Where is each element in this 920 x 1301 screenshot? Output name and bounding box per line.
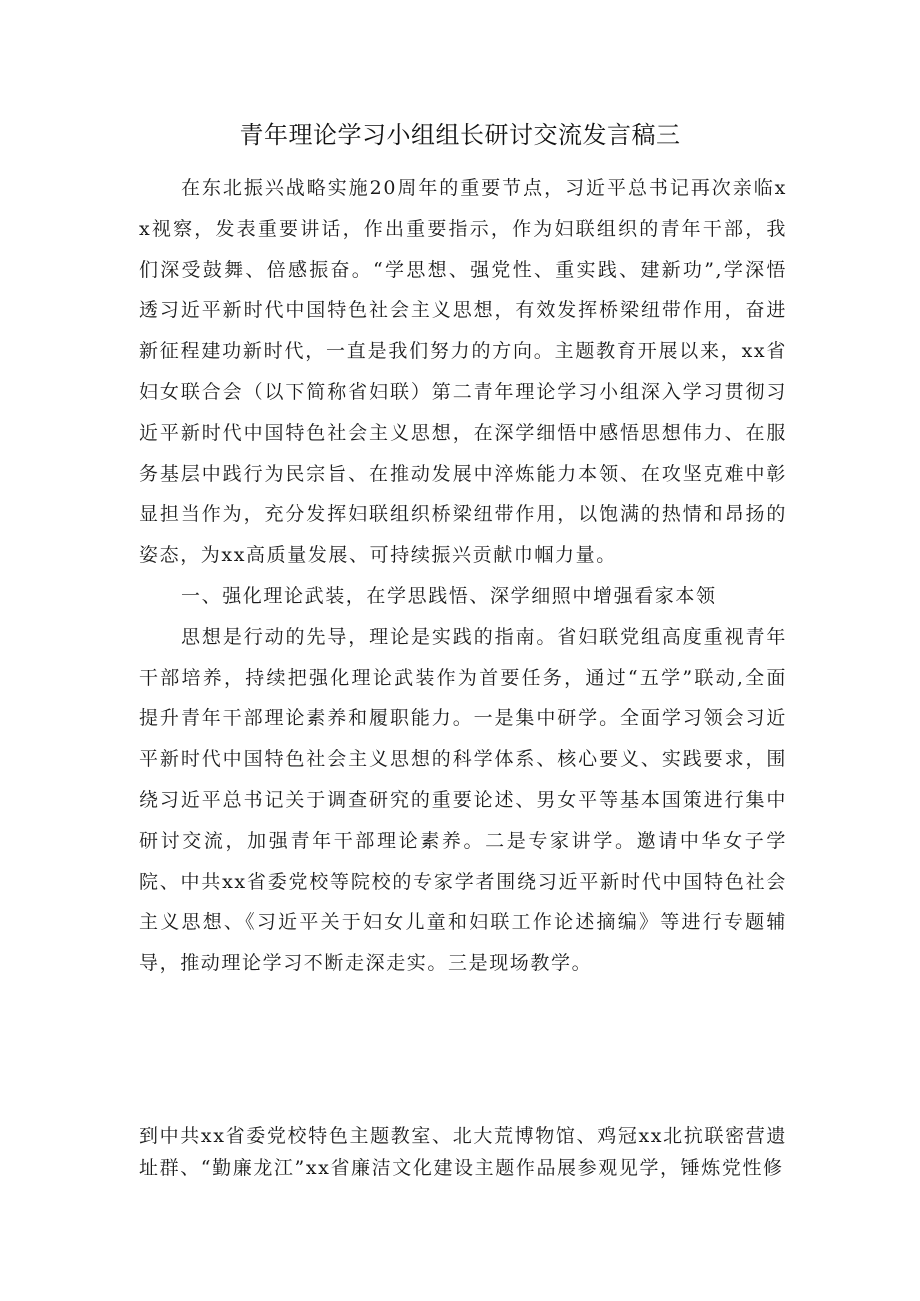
- document-body: [139, 168, 787, 984]
- paragraph-section-1: 思想是行动的先导，理论是实践的指南。省妇联党组高度重视青年干部培养，持续把强化理论武装作为首要任务，通过“五学”联动,全面提升青年干部理论素养和履职能力。一是集中研学。全面学习领会习近平新时代中国特色社会主义思想的科学体系、核心要义、实践要求，围绕习近平总书记关于调查研究的重要论述、男女平等基本国策进行集中研讨交流，加强青年干部理论素养。二是专家讲学。邀请中华女子学院、中共xx省委党校等院校的专家学者围绕习近平新时代中国特色社会主义思想、《习近平关于妇女儿童和妇联工作论述摘编》等进行专题辅导，推动理论学习不断走深走实。三是现场教学。: [139, 625, 787, 975]
- document-title: 青年理论学习小组组长研讨交流发言稿三: [239, 121, 681, 149]
- paragraph-continuation: 到中共xx省委党校特色主题教室、北大荒博物馆、鸡冠xx北抗联密营遗址群、“勤廉龙江”xx省廉洁文化建设主题作品展参观见学，锤炼党性修: [139, 1125, 787, 1179]
- section-heading-1: 一、强化理论武装，在学思践悟、深学细照中增强看家本领: [181, 584, 717, 607]
- paragraph-intro: 在东北振兴战略实施20周年的重要节点，习近平总书记再次亲临xx视察，发表重要讲话，作出重要指示，作为妇联组织的青年干部，我们深受鼓舞、倍感振奋。“学思想、强党性、重实践、建新功”,学深悟透习近平新时代中国特色社会主义思想，有效发挥桥梁纽带作用，奋进新征程建功新时代，一直是我们努力的方向。主题教育开展以来，xx省妇女联合会（以下简称省妇联）第二青年理论学习小组深入学习贯彻习近平新时代中国特色社会主义思想，在深学细悟中感悟思想伟力、在服务基层中践行为民宗旨、在推动发展中淬炼能力本领、在攻坚克难中彰显担当作为，充分发挥妇联组织桥梁纽带作用，以饱满的热情和昂扬的姿态，为xx高质量发展、可持续振兴贡献巾帼力量。: [139, 177, 787, 567]
